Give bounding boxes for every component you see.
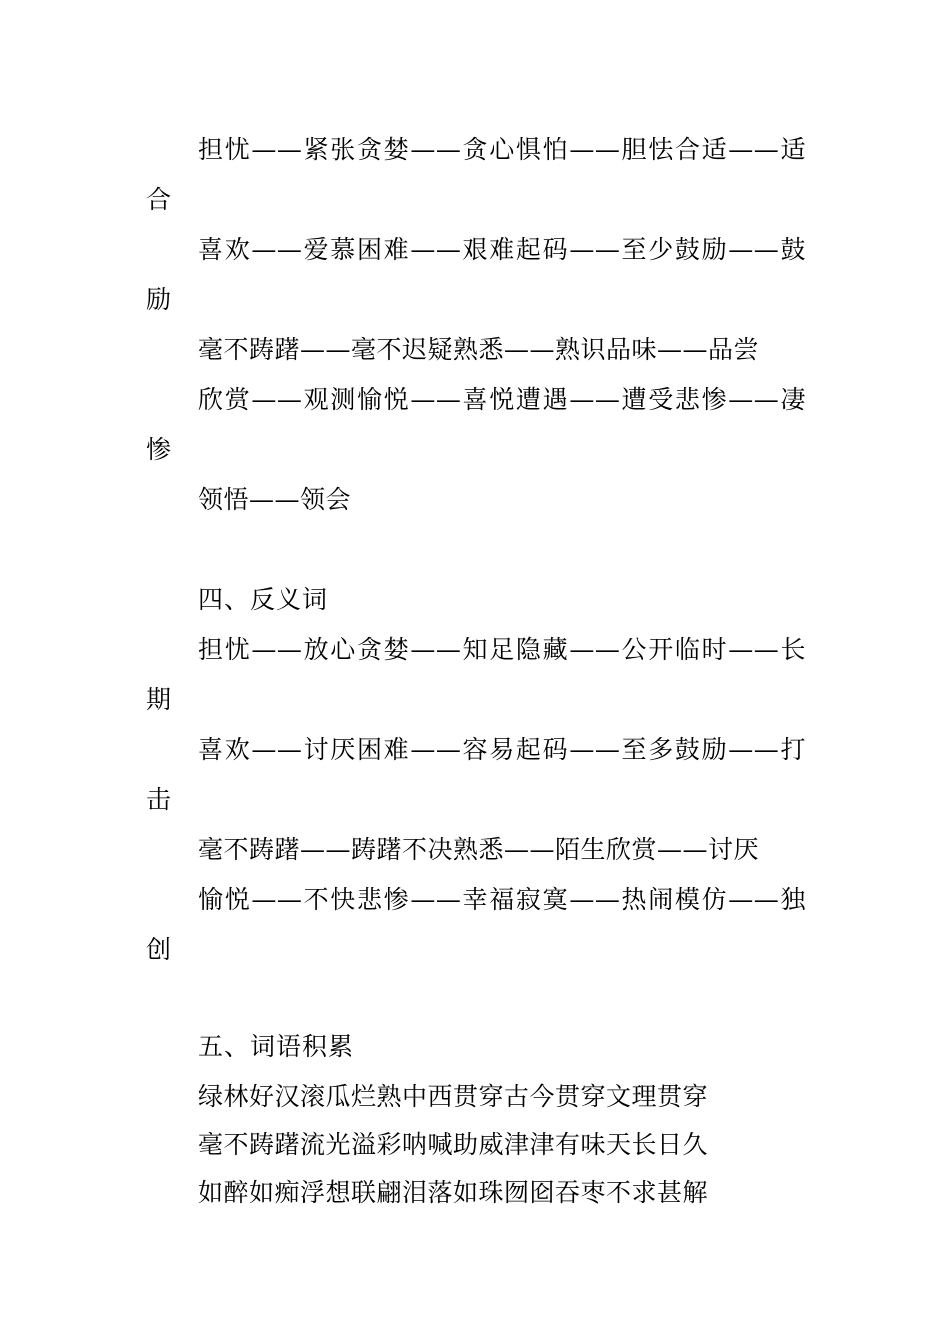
- antonym-line-3: 毫不踌躇——踌躇不决熟悉——陌生欣赏——讨厌: [198, 835, 760, 864]
- vocabulary-line-2: 毫不踌躇流光溢彩呐喊助威津津有味天长日久: [198, 1130, 709, 1159]
- antonym-line-4: 愉悦——不快悲惨——幸福寂寞——热闹模仿——独创: [146, 885, 806, 964]
- vocabulary-heading: 五、词语积累: [198, 1032, 355, 1061]
- synonym-line-2: 喜欢——爱慕困难——艰难起码——至少鼓励——鼓励: [146, 235, 806, 314]
- antonyms-heading: 四、反义词: [198, 585, 329, 614]
- synonym-line-3: 毫不踌躇——毫不迟疑熟悉——熟识品味——品尝: [198, 335, 760, 364]
- synonym-line-1: 担忧——紧张贪婪——贪心惧怕——胆怯合适——适合: [146, 135, 806, 214]
- antonym-line-1: 担忧——放心贪婪——知足隐藏——公开临时——长期: [146, 635, 806, 714]
- vocabulary-line-3: 如醉如痴浮想联翩泪落如珠囫囵吞枣不求甚解: [198, 1178, 709, 1207]
- antonym-line-2: 喜欢——讨厌困难——容易起码——至多鼓励——打击: [146, 735, 806, 814]
- vocabulary-line-1: 绿林好汉滚瓜烂熟中西贯穿古今贯穿文理贯穿: [198, 1082, 709, 1111]
- synonym-line-4: 欣赏——观测愉悦——喜悦遭遇——遭受悲惨——凄惨: [146, 385, 806, 464]
- synonym-line-5: 领悟——领会: [198, 485, 352, 514]
